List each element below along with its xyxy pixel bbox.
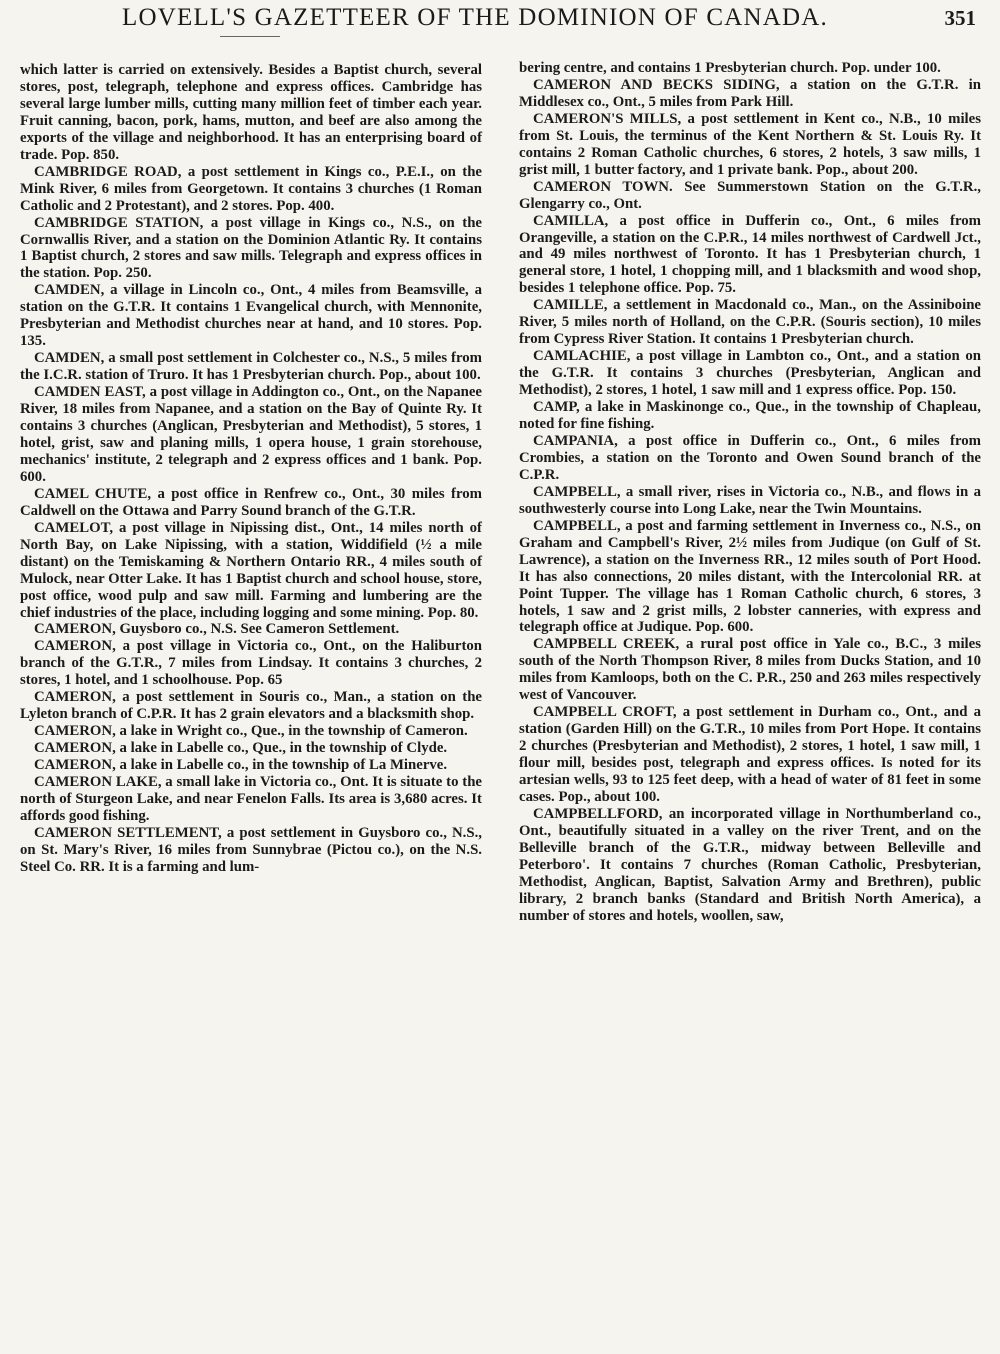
entry: CAMERON'S MILLS, a post settlement in Kent co., N.B., 10 miles from St. Louis, the terminus of the Kent Northern & St. Louis Ry. It contains 2 Roman Catholic churches, 6 stores, 2 hotels, 3 saw mills, 1 grist mill, 1 butter factory, and 1 private bank. Pop., about 200. [519, 110, 981, 178]
entry: which latter is carried on extensively. Besides a Baptist church, several stores, post, telegraph, telephone and express offices. Cambridge has several large lumber mills, cutting many million feet of timber each year. Fruit canning, bacon, pork, hams, mutton, and beef are also among the exports of the village and neighborhood. It has an enterprising board of trade. Pop. 850. [20, 62, 482, 163]
entry: CAMPBELL CROFT, a post settlement in Durham co., Ont., and a station (Garden Hill) on the G.T.R., 10 miles from Port Hope. It contains 2 churches (Presbyterian and Methodist), 2 stores, 1 hotel, 1 saw mill, 1 flour mill, besides post, telegraph and express offices. Is noted for its artesian wells, 93 to 125 feet deep, with a head of water of 81 feet in some cases. Pop., about 100. [519, 704, 981, 805]
page-header [0, 0, 1000, 40]
entry: CAMERON LAKE, a small lake in Victoria co., Ont. It is situate to the north of Sturgeon Lake, and near Fenelon Falls. Its area is 3,680 acres. It affords good fishing. [20, 774, 482, 824]
right-column [519, 60, 981, 925]
entry: CAMDEN EAST, a post village in Addington co., Ont., on the Napanee River, 18 miles from Napanee, and a station on the Bay of Quinte Ry. It contains 3 churches (Anglican, Presbyterian and Methodist), 5 stores, 1 hotel, grist, saw and planing mills, 1 opera house, 1 grain storehouse, mechanics' institute, 2 telegraph and 2 express offices and 1 bank. Pop. 600. [20, 384, 482, 485]
entry: CAMILLE, a settlement in Macdonald co., Man., on the Assiniboine River, 5 miles north of Holland, on the C.P.R. (Souris section), 10 miles from Cypress River Station. It contains 1 Presbyterian church. [519, 297, 981, 348]
entry: CAMPBELL, a post and farming settlement in Inverness co., N.S., on Graham and Campbell's River, 2½ miles from Judique (on Gulf of St. Lawrence), a station on the Inverness RR., 12 miles south of Port Hood. It has also connections, 20 miles distant, with the Intercolonial RR. at Point Tupper. The village has 1 Roman Catholic church, 6 stores, 3 hotels, 1 saw and 2 grist mills, 2 lobster canneries, with express and telegraph office at Judique. Pop. 600. [519, 517, 981, 636]
entry: CAMERON AND BECKS SIDING, a station on the G.T.R. in Middlesex co., Ont., 5 miles from Park Hill. [519, 76, 981, 110]
entry: CAMEL CHUTE, a post office in Renfrew co., Ont., 30 miles from Caldwell on the Ottawa and Parry Sound branch of the G.T.R. [20, 485, 482, 519]
entry: bering centre, and contains 1 Presbyterian church. Pop. under 100. [519, 60, 941, 76]
entry: CAMILLA, a post office in Dufferin co., Ont., 6 miles from Orangeville, a station on the C.P.R., 14 miles northwest of Cardwell Jct., and 49 miles northwest of Toronto. It has 1 Presbyterian church, 1 general store, 1 hotel, 1 chopping mill, and 1 blacksmith and wood shop, besides 1 telephone office. Pop. 75. [519, 212, 981, 297]
page-number: 351 [944, 6, 976, 30]
header-rule [220, 36, 280, 37]
entry: CAMERON, a lake in Labelle co., Que., in the township of Clyde. [34, 740, 448, 757]
entry: CAMERON, a post settlement in Souris co., Man., a station on the Lyleton branch of C.P.R. It has 2 grain elevators and a blacksmith shop. [20, 689, 482, 723]
entry: CAMDEN, a village in Lincoln co., Ont., 4 miles from Beamsville, a station on the G.T.R. It contains 1 Evangelical church, with Mennonite, Presbyterian and Methodist churches near at hand, and 10 stores. Pop. 135. [20, 282, 482, 350]
entry: CAMERON, a lake in Wright co., Que., in the township of Cameron. [34, 723, 468, 740]
entry: CAMELOT, a post village in Nipissing dist., Ont., 14 miles north of North Bay, on Lake Nipissing, with a station, Widdifield (½ a mile distant) on the Temiskaming & Northern Ontario RR., 4 miles south of Mulock, near Otter Lake. It has 1 Baptist church and school house, store, post office, wood pulp and saw mill. Farming and lumbering are the chief industries of the place, including logging and some mining. Pop. 80. [20, 519, 482, 621]
entry: CAMBRIDGE ROAD, a post settlement in Kings co., P.E.I., on the Mink River, 6 miles from Georgetown. It contains 3 churches (1 Roman Catholic and 2 Protestant), and 2 stores. Pop. 400. [20, 163, 482, 214]
entry: CAMLACHIE, a post village in Lambton co., Ont., and a station on the G.T.R. It contains 3 churches (Presbyterian, Anglican and Methodist), 2 stores, 1 hotel, 1 saw mill and 1 express office. Pop. 150. [519, 348, 981, 399]
entry: CAMDEN, a small post settlement in Colchester co., N.S., 5 miles from the I.C.R. station of Truro. It has 1 Presbyterian church. Pop., about 100. [20, 350, 482, 384]
entry: CAMERON, Guysboro co., N.S. See Cameron Settlement. [34, 621, 400, 638]
left-column [20, 62, 482, 876]
entry: CAMPBELL CREEK, a rural post office in Yale co., B.C., 3 miles south of the North Thompson River, 8 miles from Ducks Station, and 10 miles from Kamloops, both on the C. P.R., 250 and 263 miles respectively west of Vancouver. [519, 636, 981, 704]
entry: CAMERON, a lake in Labelle co., in the township of La Minerve. [34, 757, 448, 774]
entry: CAMPBELL, a small river, rises in Victoria co., N.B., and flows in a southwesterly course into Long Lake, near the Twin Mountains. [519, 483, 981, 517]
running-title: LOVELL'S GAZETTEER OF THE DOMINION OF CANADA. [122, 4, 828, 31]
entry: CAMP, a lake in Maskinonge co., Que., in the township of Chapleau, noted for fine fishing. [519, 399, 981, 433]
entry: CAMPBELLFORD, an incorporated village in Northumberland co., Ont., beautifully situated in a valley on the river Trent, and on the Belleville branch of the G.T.R., midway between Belleville and Peterboro'. It contains 7 churches (Roman Catholic, Presbyterian, Methodist, Anglican, Baptist, Salvation Army and Brethren), public library, 2 branch banks (Standard and British North America), a number of stores and hotels, woollen, saw, [519, 805, 981, 924]
entry: CAMERON SETTLEMENT, a post settlement in Guysboro co., N.S., on St. Mary's River, 16 miles from Sunnybrae (Pictou co.), on the N.S. Steel Co. RR. It is a farming and lum- [20, 824, 482, 875]
entry: CAMERON TOWN. See Summerstown Station on the G.T.R., Glengarry co., Ont. [519, 178, 981, 212]
entry: CAMPANIA, a post office in Dufferin co., Ont., 6 miles from Crombies, a station on the Toronto and Owen Sound branch of the C.P.R. [519, 432, 981, 483]
entry: CAMBRIDGE STATION, a post village in Kings co., N.S., on the Cornwallis River, and a station on the Dominion Atlantic Ry. It contains 1 Baptist church, 2 stores and saw mills. Telegraph and express offices in the station. Pop. 250. [20, 214, 482, 282]
entry: CAMERON, a post village in Victoria co., Ont., on the Haliburton branch of the G.T.R., 7 miles from Lindsay. It contains 3 churches, 2 stores, 1 hotel, and 1 schoolhouse. Pop. 65 [20, 638, 482, 689]
